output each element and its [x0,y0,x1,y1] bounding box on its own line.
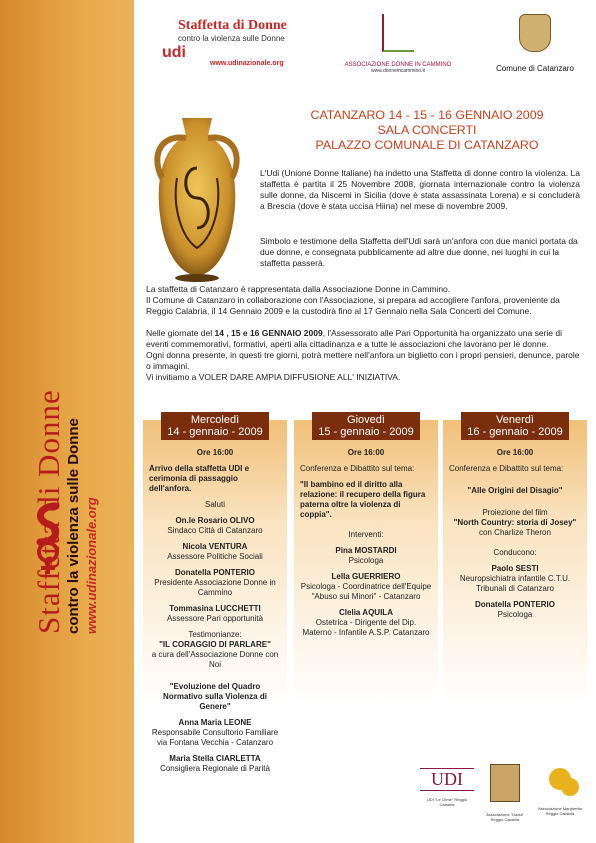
speaker-name: Pina MOSTARDI [335,546,397,555]
person-item [149,568,281,598]
day-badge [461,412,568,440]
margherita-text: Associazione Margherita Reggio Calabria [538,806,582,816]
speaker-item [149,754,281,774]
conducono-label: Conducono: [493,548,537,557]
person-item [149,516,281,536]
speaker-name: Lella GUERRIERO [331,572,401,581]
person-role: Sindaco Città di Catanzaro [167,526,263,535]
staffetta-logo-url: www.udinazionale.org [210,60,284,67]
sidebar-band [0,0,134,843]
sidebar-subtitle: contro la violenza sulle Donne [65,418,82,634]
event-time: Ore 16:00 [496,448,534,457]
talk-title: "Evoluzione del Quadro Normativo sulla Violenza di Genere" [163,682,267,711]
headline-venue: SALA CONCERTI [377,123,477,137]
speaker-name: Anna Maria LEONE [178,718,252,727]
person-name: Donatella PONTERIO [174,568,255,577]
daisy-flower-icon [549,768,571,790]
intro-paragraph-1: L'Udi (Unione Donne Italiane) ha indetto una Staffetta di donne contro la violenza. La staffetta è partita il 25 Novembre 2008, giornata internazionale contro la violenza sulle donne, da Niscemi in Sicilia (dove è stata assassinata Lorena) e si concluderà a Brescia (dove è stata uccisa Hiina) nel mese di novembre 2009. [260,168,580,211]
day-name: Giovedì [347,414,385,426]
talk-title: "Alle Origini del Disagio" [467,486,563,495]
intro-paragraph-4b: Ogni donna presente, in questi tre giorni, potrà mettere nell'anfora un biglietto con i propri pensieri, denunce, parole o immagini. [146,350,580,371]
speaker-name: Paolo SESTI [491,564,539,573]
speaker-role: Psicologa [348,556,384,565]
speaker-name: Donatella PONTERIO [474,600,555,609]
event-description: Arrivo della staffetta UDI e cerimonia di passaggio dell'anfora. [149,464,250,493]
staffetta-logo-udi: udi [162,44,186,61]
intro-paragraph-3a: La staffetta di Catanzaro è rappresentata dalla Associazione Donne in Cammino. [146,284,451,294]
day-date: 15 - gennaio - 2009 [318,426,414,438]
speaker-role: Responsabile Consultorio Familiare via Fontana Vecchia - Catanzaro [151,728,279,747]
person-role: Assessore Politiche Sociali [167,552,263,561]
donne-in-cammino-emblem-icon [382,14,414,52]
film-title: "North Country: storia di Josey" [453,518,577,527]
speaker-item [449,564,581,594]
intro-p4-pre: Nelle giornate del [146,328,215,338]
intro-p4-post: , l'Assessorato alle Pari Opportunità ha organizzato una serie di eventi commemorativi, formativi, aperti alla cittadinanza e a tutte le associazioni che lavorano per le donne. [146,328,563,349]
amphora-image [142,108,252,284]
intro-paragraph-2: Simbolo e testimone della Staffetta dell'Udi sarà un'anfora con due manici portata da due donne, e consegnata pubblicamente ad altre due donne, nei luoghi in cui la staffetta passerà. [260,236,578,268]
dacia-text: Associazione "Dacia" Reggio Calabria [486,812,524,822]
event-time: Ore 16:00 [347,448,385,457]
event-description: Conferenza e Dibattito sul tema: [300,464,415,473]
person-item [149,604,281,624]
person-name: On.le Rosario OLIVO [175,516,255,525]
testimonianze-label: Testimonianze: [188,630,242,639]
speaker-item [300,546,432,566]
day-date: 16 - gennaio - 2009 [467,426,563,438]
day-column-thursday [294,412,438,826]
speaker-role: Neuropsichiatra infantile C.T.U. Tribunali di Catanzaro [459,574,571,593]
testimonianze-by: a cura dell'Associazione Donne con Noi [151,650,279,669]
event-time: Ore 16:00 [196,448,234,457]
person-name: Tommasina LUCCHETTI [169,604,261,613]
portrait-icon [490,764,520,802]
talk-title: "Il bambino ed il diritto alla relazione: il recupero della figura paterna oltre la violenza di coppia". [300,480,426,519]
intro-paragraph-4a [146,328,584,350]
footer-logos [420,762,586,832]
headline-place: PALAZZO COMUNALE DI CATANZARO [315,138,539,152]
intro-paragraph-4 [146,328,584,383]
margherita-logo [534,768,586,828]
film-by: con Charlize Theron [479,528,551,537]
saluti-label: Saluti [204,500,225,509]
udi-logo-text: UDI [420,768,474,791]
staffetta-logo-name: Staffetta di Donne [178,18,287,33]
udi-le-orme-text: UDI "Le Orme" Reggio Calabria [426,797,468,807]
speaker-item [300,572,432,602]
intro-p4-dates: 14 , 15 e 16 GENNAIO 2009 [214,328,323,338]
speaker-name: Clelia AQUILA [339,608,393,617]
day-name: Venerdì [496,414,534,426]
film-label: Proiezione del film [482,508,548,517]
speaker-item [449,600,581,620]
day-column-wednesday [143,412,287,826]
intro-paragraph-3b: Il Comune di Catanzaro in collaborazione con l'Associazione, si prepara ad accogliere l'anfora, proveniente da Reggio Calabria, il 14 Gennaio 2009 e la custodirà fino al 17 Gennaio nella Sala Concerti del Comune. [146,295,560,316]
event-description: Conferenza e Dibattito sul tema: [449,464,564,473]
person-item [149,542,281,562]
dacia-logo [480,764,530,824]
crest-icon [519,14,551,52]
intro-paragraph-4c: Vi invitiamo a VOLER DARE AMPIA DIFFUSIONE ALL' INIZIATIVA. [146,372,401,382]
day-name: Mercoledì [190,414,240,426]
headline-dates: CATANZARO 14 - 15 - 16 GENNAIO 2009 [310,108,544,122]
donne-in-cammino-logo [338,14,458,80]
speaker-role: Consigliera Regionale di Parità [160,764,270,773]
interventi-label: Interventi: [348,530,384,539]
day-badge [312,412,419,440]
testimonianze-title: "IL CORAGGIO DI PARLARE" [159,640,271,649]
sidebar-title: Staffetta di Donne [31,389,66,634]
speaker-item [300,608,432,638]
event-headline [296,108,558,153]
speaker-role: Psicologa - Coordinatrice dell'Equipe "Abuso sui Minori" - Catanzaro [300,582,432,601]
day-badge [161,412,268,440]
person-role: Assessore Pari opportunità [166,614,264,623]
staffetta-logo-tagline: contro la violenza sulle Donne [178,34,285,43]
udi-le-orme-logo [420,768,474,828]
donne-in-cammino-url: www.donneincammino.it [371,68,425,74]
udi-venus-logo-icon [26,498,70,586]
speaker-item [149,718,281,748]
sidebar-url: www.udinazionale.org [84,497,99,634]
comune-logo [490,14,580,80]
person-role: Presidente Associazione Donne in Cammino [154,578,276,597]
person-name: Nicola VENTURA [182,542,248,551]
staffetta-logo [160,18,310,76]
speaker-role: Psicologa [497,610,533,619]
speaker-role: Ostetrica - Dirigente del Dip. Materno - Infantile A.S.P. Catanzaro [302,618,430,637]
day-date: 14 - gennaio - 2009 [167,426,263,438]
comune-name: Comune di Catanzaro [496,64,574,73]
intro-paragraph-3 [146,284,584,317]
speaker-name: Maria Stella CIARLETTA [169,754,261,763]
donne-in-cammino-name: ASSOCIAZIONE DONNE IN CAMMINO [344,62,452,68]
